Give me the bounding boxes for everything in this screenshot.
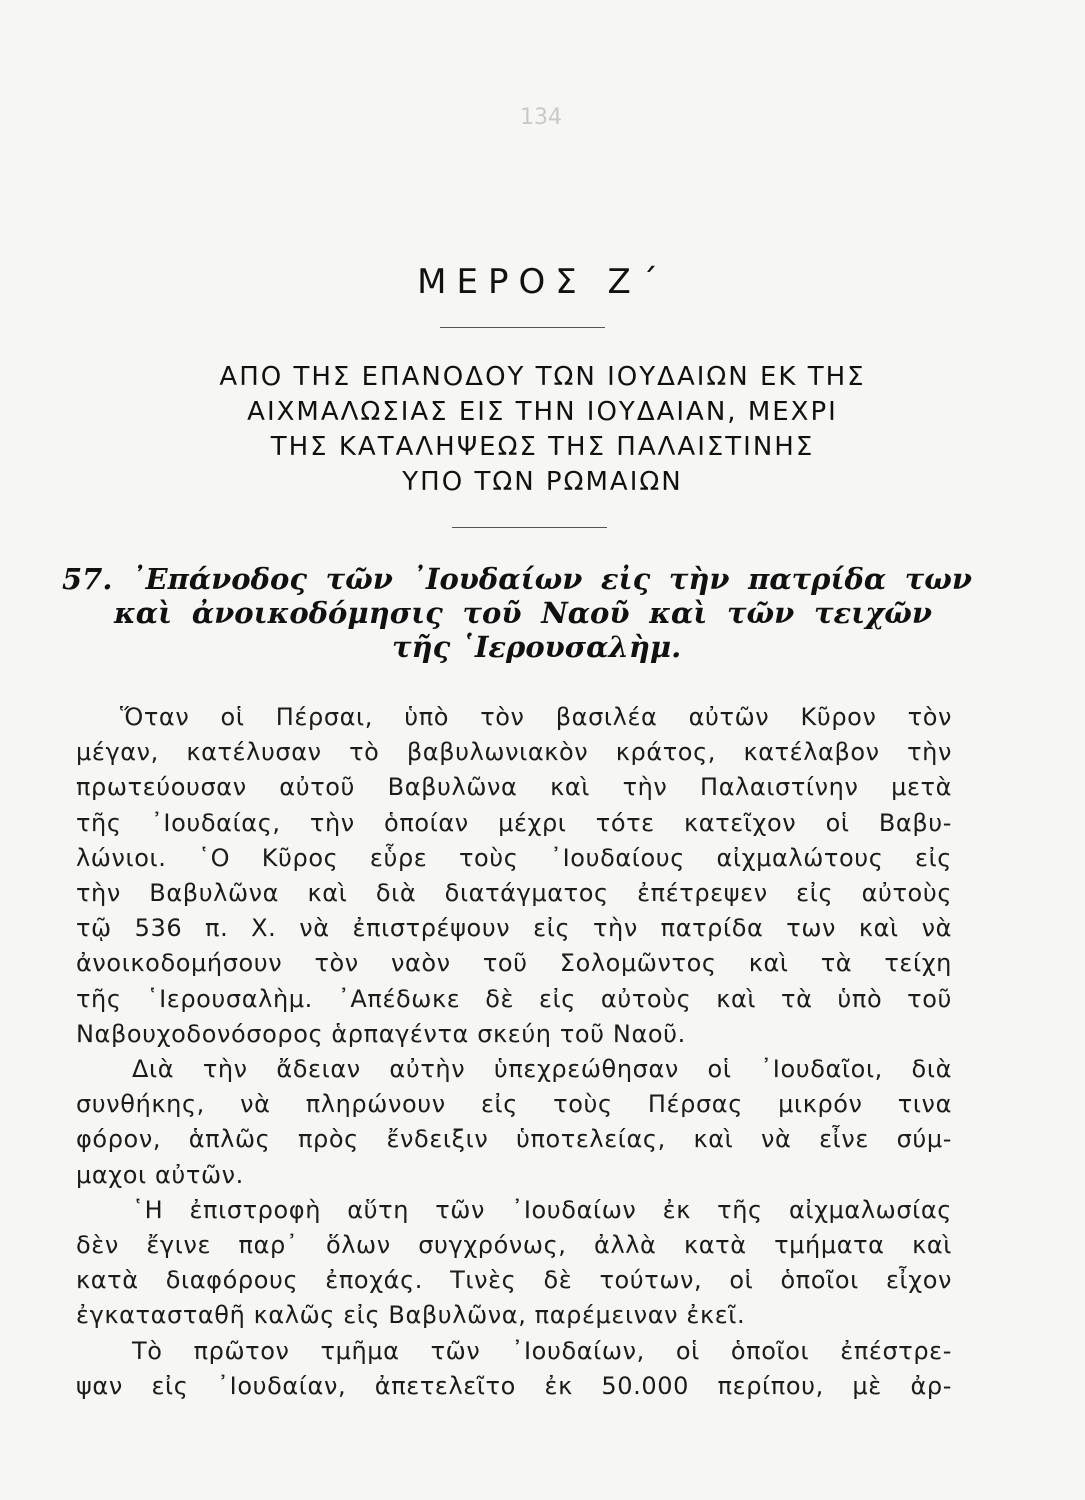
heading-line: 57. ᾿Επάνοδος τῶν ᾿Ιουδαίων εἰς τὴν πατρίδα των [62, 562, 972, 596]
part-subtitle [0, 360, 1085, 500]
heading-line: τῆς ῾Ιερουσαλὴμ. [392, 630, 682, 664]
subtitle-line: ΥΠΟ ΤΩΝ ΡΩΜΑΙΩΝ [402, 467, 683, 497]
paragraph-3 [76, 1193, 952, 1334]
text-line: κατὰ διαφόρους ἐποχάς. Τινὲς δὲ τούτων, οἱ ὁποῖοι εἶχον [76, 1266, 952, 1295]
paragraph-4 [76, 1334, 952, 1404]
body-text [76, 700, 952, 1404]
title-rule-top [440, 327, 605, 328]
text-line: λώνιοι. ῾Ο Κῦρος εὗρε τοὺς ᾿Ιουδαίους αἰχμαλώτους εἰς [76, 843, 952, 872]
text-line: ψαν εἰς ᾿Ιουδαίαν, ἀπετελεῖτο ἐκ 50.000 περίπου, μὲ ἀρ- [76, 1371, 952, 1400]
text-line: τῆς ᾿Ιουδαίας, τὴν ὁποίαν μέχρι τότε κατεῖχον οἱ Βαβυ- [76, 808, 952, 837]
section-heading [62, 562, 972, 664]
text-line: Ὅταν οἱ Πέρσαι, ὑπὸ τὸν βασιλέα αὐτῶν Κῦρον τὸν [120, 703, 952, 731]
text-line: Ναβουχοδονόσορος ἁρπαγέντα σκεύη τοῦ Ναοῦ. [76, 1019, 686, 1048]
text-line: φόρον, ἁπλῶς πρὸς ἔνδειξιν ὑποτελείας, καὶ νὰ εἶνε σύμ- [76, 1125, 952, 1154]
text-line: μαχοι αὐτῶν. [76, 1160, 244, 1189]
text-line: ἐγκατασταθῆ καλῶς εἰς Βαβυλῶνα, παρέμειναν ἐκεῖ. [76, 1301, 746, 1330]
text-line: τῷ 536 π. Χ. νὰ ἐπιστρέψουν εἰς τὴν πατρίδα των καὶ νὰ [76, 914, 952, 943]
text-line: τῆς ῾Ιερουσαλὴμ. ᾿Απέδωκε δὲ εἰς αὐτοὺς καὶ τὰ ὑπὸ τοῦ [76, 984, 952, 1013]
text-line: ἀνοικοδομήσουν τὸν ναὸν τοῦ Σολομῶντος καὶ τὰ τείχη [76, 949, 952, 978]
heading-line: καὶ ἀνοικοδόμησις τοῦ Ναοῦ καὶ τῶν τειχῶν [114, 596, 932, 630]
text-line: τὴν Βαβυλῶνα καὶ διὰ διατάγματος ἐπέτρεψεν εἰς αὐτοὺς [76, 879, 952, 908]
text-line: δὲν ἔγινε παρ᾿ ὅλων συγχρόνως, ἀλλὰ κατὰ τμήματα καὶ [76, 1231, 952, 1260]
subtitle-line: ΑΠΟ ΤΗΣ ΕΠΑΝΟΔΟΥ ΤΩΝ ΙΟΥΔΑΙΩΝ ΕΚ ΤΗΣ [219, 362, 866, 392]
page-number-bleedthrough: 134 [520, 105, 562, 130]
paragraph-2 [76, 1052, 952, 1193]
text-line: συνθήκης, νὰ πληρώνουν εἰς τοὺς Πέρσας μικρόν τινα [76, 1090, 952, 1119]
text-line: Τὸ πρῶτον τμῆμα τῶν ᾿Ιουδαίων, οἱ ὁποῖοι ἐπέστρε- [132, 1336, 952, 1365]
subtitle-line: ΑΙΧΜΑΛΩΣΙΑΣ ΕΙΣ ΤΗΝ ΙΟΥΔΑΙΑΝ, ΜΕΧΡΙ [247, 397, 838, 427]
text-line: Διὰ τὴν ἄδειαν αὐτὴν ὑπεχρεώθησαν οἱ ᾿Ιουδαῖοι, διὰ [132, 1055, 952, 1084]
text-line: μέγαν, κατέλυσαν τὸ βαβυλωνιακὸν κράτος, κατέλαβον τὴν [76, 738, 952, 767]
text-line: πρωτεύουσαν αὐτοῦ Βαβυλῶνα καὶ τὴν Παλαιστίνην μετὰ [76, 773, 952, 802]
subtitle-line: ΤΗΣ ΚΑΤΑΛΗΨΕΩΣ ΤΗΣ ΠΑΛΑΙΣΤΙΝΗΣ [270, 432, 815, 462]
title-rule-bottom [452, 527, 607, 528]
paragraph-1 [76, 700, 952, 1052]
part-title: ΜΕΡΟΣ Ζ΄ [417, 262, 668, 302]
text-line: ῾Η ἐπιστροφὴ αὕτη τῶν ᾿Ιουδαίων ἐκ τῆς αἰχμαλωσίας [132, 1195, 952, 1224]
